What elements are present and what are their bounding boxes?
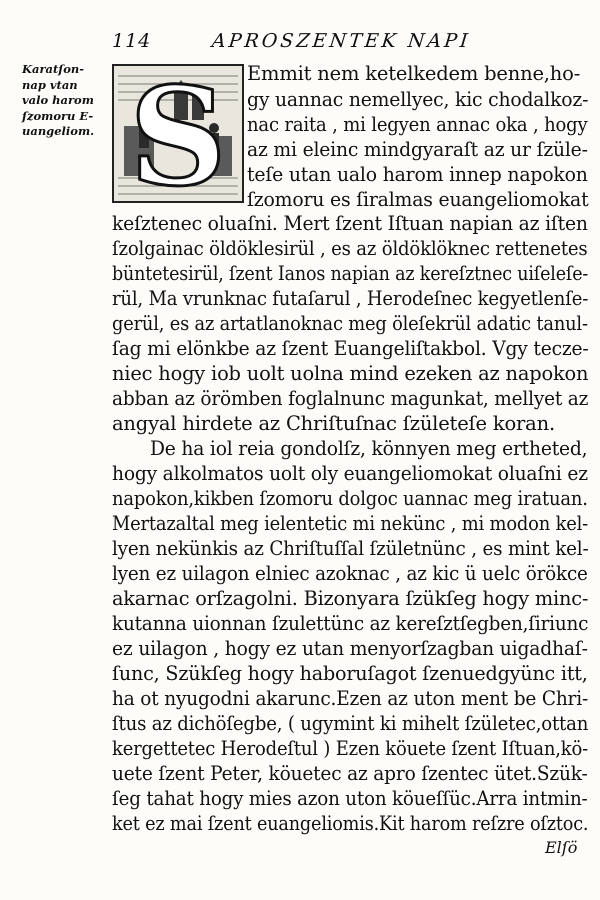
text-line: De ha iol reia gondolſz, könnyen meg ertheted, <box>150 437 588 460</box>
text-line: ha ot nyugodni akarunc.Ezen az uton ment be Chri- <box>112 687 589 710</box>
text-line: Mertazaltal meg ielentetic mi nekünc , mi modon kel- <box>112 512 589 535</box>
text-line: ſag mi elönkbe az ſzent Euangeliſtakbol. Vgy tecze- <box>112 337 589 360</box>
margin-note-line: nap vtan <box>22 77 78 92</box>
text-line: lyen nekünkis az Chriſtuſſal ſzületnünc , es mint kel- <box>112 537 589 560</box>
text-line: abban az örömben foglalnunc magunkat, mellyet az <box>112 387 589 410</box>
margin-note-line: Karatſon- <box>22 62 85 76</box>
text-line: niec hogy iob uolt uolna mind ezeken az napokon <box>112 362 589 385</box>
catchword: Elſö <box>545 838 578 857</box>
text-line: ſtus az dichöſegbe, ( ugymint ki mihelt ſzületec,ottan <box>112 712 589 735</box>
text-line: lyen ez uilagon elniec azoknac , az kic ü uelc örökce <box>112 562 588 585</box>
text-line: ez uilagon , hogy ez utan menyorſzagban uigadhaſ- <box>112 637 588 660</box>
text-line: hogy alkolmatos uolt oly euangeliomokat oluaſni ez <box>112 462 588 485</box>
text-line: nac raita , mi legyen annac oka , hogy <box>247 113 588 136</box>
decorated-initial-s-icon <box>112 64 244 203</box>
initial-illustration <box>114 66 242 201</box>
text-line: uete ſzent Peter, köuetec az apro ſzentec ütet.Szük- <box>112 762 588 785</box>
running-title: APROSZENTEK NAPI <box>210 30 472 52</box>
margin-note-line: valo harom <box>22 93 94 107</box>
text-line: rül, Ma vrunknac futaſarul , Herodeſnec kegyetlenſe- <box>112 287 589 310</box>
running-head <box>112 30 582 60</box>
text-line: Emmit nem ketelkedem benne,ho- <box>247 62 581 85</box>
text-line: gerül, es az artatlanoknac meg öleſekrül adatic tanul- <box>112 312 588 335</box>
text-line: ket ez mai ſzent euangeliomis.Kit harom reſzre oſztoc. <box>112 812 589 835</box>
text-line: keſztenec oluaſni. Mert ſzent Iſtuan napian az iſten <box>112 212 588 235</box>
text-line: kergettetec Herodeſtul ) Ezen köuete ſzent Iſtuan,kö- <box>112 737 588 760</box>
text-line: napokon,kikben ſzomoru dolgoc uannac meg iratuan. <box>112 487 588 510</box>
margin-note <box>22 62 104 140</box>
text-line: az mi eleinc mindgyaraſt az ur ſzüle- <box>247 138 588 161</box>
page-number: 114 <box>112 30 152 52</box>
text-line: teſe utan ualo harom innep napokon <box>247 163 588 186</box>
text-line: angyal hirdete az Chriſtuſnac ſzületeſe koran. <box>112 412 555 435</box>
text-line: ſeg tahat hogy mies azon uton köueſſüc.Arra intmin- <box>112 787 588 810</box>
svg-text:S: S <box>129 66 227 201</box>
text-line: ſzomoru es ſiralmas euangeliomokat <box>247 188 589 211</box>
text-line: ſunc, Szükſeg hogy haboruſagot ſzenuedgyünc itt, <box>112 662 588 685</box>
text-line: büntetesirül, ſzent Ianos napian az kereſztnec uiſeleſe- <box>112 262 589 285</box>
margin-note-line: ſzomoru E- <box>22 108 94 123</box>
text-line: kutanna uionnan ſzulettünc az kereſztſegben,ſiriunc <box>112 612 589 635</box>
margin-note-line: uangeliom. <box>22 124 95 138</box>
text-line: gy uannac nemellyec, kic chodalkoz- <box>247 88 589 111</box>
text-line: ſzolgainac öldöklesirül , es az öldöklöknec rettenetes <box>112 237 588 260</box>
text-line: akarnac orſzagolni. Bizonyara ſzükſeg hogy minc- <box>112 587 589 610</box>
